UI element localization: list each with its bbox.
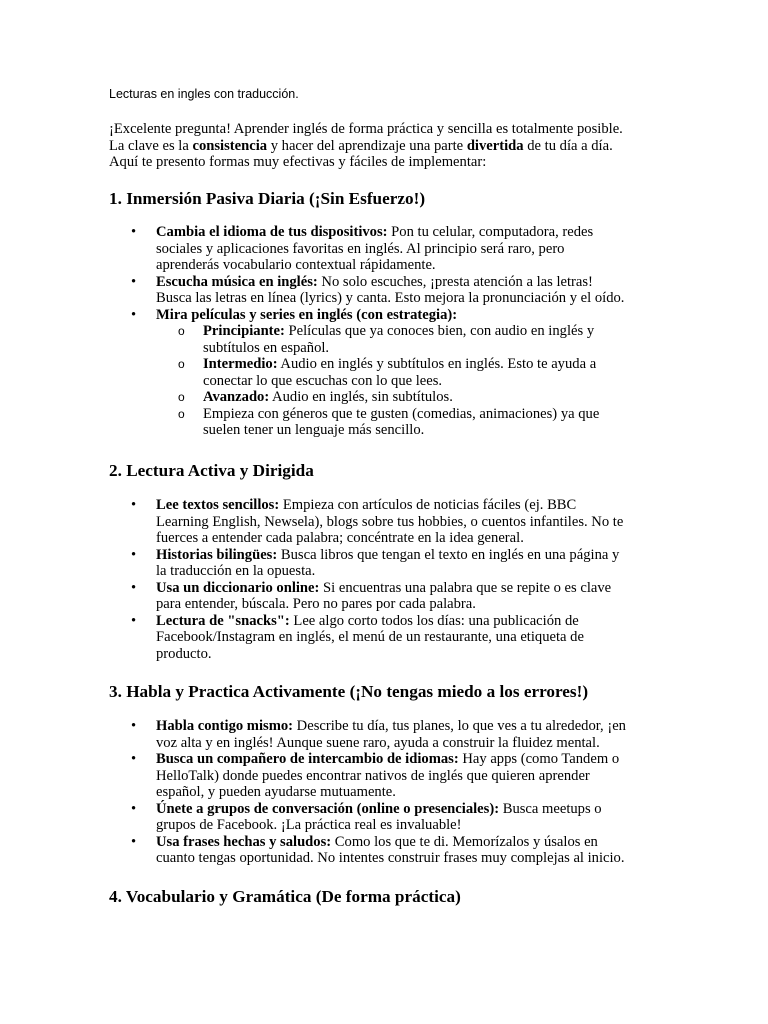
list-item: • Habla contigo mismo: Describe tu día, tus planes, lo que ves a tu alrededor, ¡en voz alta y en inglés! Aunque suene raro, ayuda a construir la fluidez mental.: [109, 718, 669, 751]
intro-line-3: Aquí te presento formas muy efectivas y fáciles de implementar:: [109, 154, 487, 170]
list-item: • Cambia el idioma de tus dispositivos: Pon tu celular, computadora, redes sociales y aplicaciones favoritas en inglés. Al principio será raro, pero aprenderás vocabulario contextual rápidamente.: [109, 224, 669, 274]
section-1-list: [109, 224, 669, 439]
section-3-list: [109, 718, 669, 867]
list-item: • Lee textos sencillos: Empieza con artículos de noticias fáciles (ej. BBC Learning English, Newsela), blogs sobre tus hobbies, o cuentos infantiles. No te fuerces a entender cada palabra; concéntrate en la idea general.: [109, 497, 669, 547]
list-item: • Usa un diccionario online: Si encuentras una palabra que se repite o es clave para entender, búscala. Pero no pares por cada palabra.: [109, 580, 669, 613]
list-item: • Mira películas y series en inglés (con estrategia): o Principiante: Películas que ya conoces bien, con audio en inglés y subtítulos en español. o Intermedio: Audio en inglés y subtítulos en inglés. Esto te ayuda a conectar lo que escuchas con lo que lees. o Avanzado: Audio en inglés, sin subtítulos. o Empieza con géneros que te gusten (comedias, animaciones) ya que suelen tener un lenguaje más sencillo.: [109, 307, 669, 439]
list-item: • Busca un compañero de intercambio de idiomas: Hay apps (como Tandem o HelloTalk) donde puedes encontrar nativos de inglés que quieren aprender español, y pueden ayudarse mutuamente.: [109, 751, 669, 801]
list-item: • Lectura de "snacks": Lee algo corto todos los días: una publicación de Facebook/Instagram en inglés, el menú de un restaurante, una etiqueta de producto.: [109, 613, 669, 663]
intro-line-1: ¡Excelente pregunta! Aprender inglés de forma práctica y sencilla es totalmente posible.: [109, 121, 623, 137]
list-item: • Escucha música en inglés: No solo escuches, ¡presta atención a las letras! Busca las letras en línea (lyrics) y canta. Esto mejora la pronunciación y el oído.: [109, 274, 669, 307]
list-item: • Historias bilingües: Busca libros que tengan el texto en inglés en una página y la traducción en la opuesta.: [109, 547, 669, 580]
list-item: • Usa frases hechas y saludos: Como los que te di. Memorízalos y úsalos en cuanto tengas oportunidad. No intentes construir frases muy complejas al inicio.: [109, 834, 669, 867]
list-item: • Únete a grupos de conversación (online o presenciales): Busca meetups o grupos de Facebook. ¡La práctica real es invaluable!: [109, 801, 669, 834]
sublist-item: o Intermedio: Audio en inglés y subtítulos en inglés. Esto te ayuda a conectar lo que escuchas con lo que lees.: [156, 356, 669, 389]
intro-paragraph: [109, 121, 669, 171]
sublist-item: o Avanzado: Audio en inglés, sin subtítulos.: [156, 389, 669, 406]
sublist-item: o Principiante: Películas que ya conoces bien, con audio en inglés y subtítulos en español.: [156, 323, 669, 356]
section-4-heading: 4. Vocabulario y Gramática (De forma práctica): [109, 887, 461, 906]
consistency-emphasis: consistencia: [192, 137, 268, 154]
section-3-heading: 3. Habla y Practica Activamente (¡No tengas miedo a los errores!): [109, 682, 589, 701]
section-2-heading: 2. Lectura Activa y Dirigida: [109, 461, 314, 480]
sublist: [156, 323, 669, 439]
section-1-heading: 1. Inmersión Pasiva Diaria (¡Sin Esfuerzo!): [109, 189, 426, 208]
section-2-list: [109, 497, 669, 662]
fun-emphasis: divertida: [466, 137, 524, 154]
sublist-item: o Empieza con géneros que te gusten (comedias, animaciones) ya que suelen tener un lenguaje más sencillo.: [156, 406, 669, 439]
intro-line-2: La clave es la consistencia y hacer del aprendizaje una parte divertida de tu día a día.: [109, 137, 613, 154]
document-title: Lecturas en ingles con traducción.: [109, 87, 299, 101]
